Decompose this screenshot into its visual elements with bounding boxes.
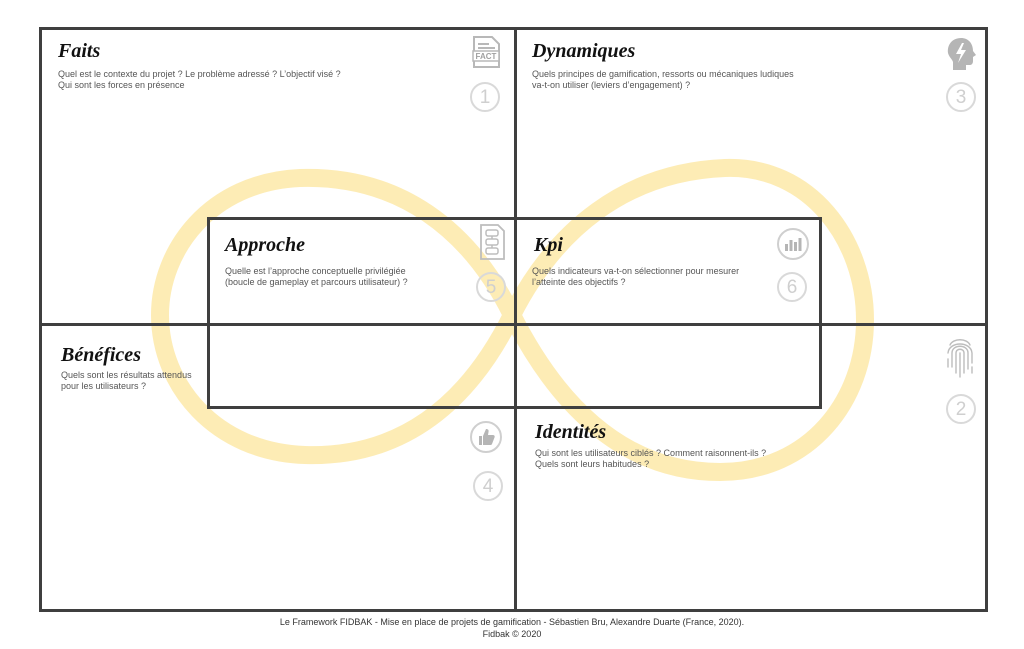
fact-document-icon: [471, 36, 501, 73]
benefices-number: 4: [473, 471, 503, 501]
approche-question: Quelle est l’approche conceptuelle privilégiée (boucle de gameplay et parcours utilisateur) ?: [225, 266, 408, 287]
dynamiques-number: 3: [946, 82, 976, 112]
footer-citation: Le Framework FIDBAK - Mise en place de projets de gamification - Sébastien Bru, Alexandre Duarte (France, 2020).: [279, 617, 745, 627]
kpi-question: Quels indicateurs va-t-on sélectionner pour mesurer l’atteinte des objectifs ?: [532, 266, 740, 287]
faits-question: Quel est le contexte du projet ? Le problème adressé ? L’objectif visé ? Qui sont les forces en présence: [58, 69, 341, 90]
identites-question: Qui sont les utilisateurs ciblés ? Comment raisonnent-ils ? Quels sont leurs habitudes ?: [535, 448, 767, 469]
benefices-question: Quels sont les résultats attendus pour les utilisateurs ?: [61, 370, 192, 391]
identites-number: 2: [946, 394, 976, 424]
thumbs-up-icon: [469, 420, 503, 459]
head-lightning-icon: [944, 36, 978, 77]
flowchart-icon: [478, 224, 506, 265]
approche-title: Approche: [225, 234, 305, 256]
faits-title: Faits: [58, 40, 101, 62]
identites-title: Identités: [535, 421, 607, 443]
faits-number: 1: [470, 82, 500, 112]
footer-copyright: Fidbak © 2020: [482, 629, 542, 639]
fact-icon-label: FACT: [475, 52, 497, 61]
fingerprint-icon: [944, 333, 976, 386]
bar-chart-icon: [776, 227, 810, 266]
approche-number: 5: [476, 272, 506, 302]
benefices-title: Bénéfices: [61, 344, 141, 366]
dynamiques-question: Quels principes de gamification, ressorts ou mécaniques ludiques va-t-on utiliser (leviers d’engagement) ?: [532, 69, 794, 90]
kpi-title: Kpi: [534, 234, 563, 256]
kpi-number: 6: [777, 272, 807, 302]
dynamiques-title: Dynamiques: [532, 40, 636, 62]
